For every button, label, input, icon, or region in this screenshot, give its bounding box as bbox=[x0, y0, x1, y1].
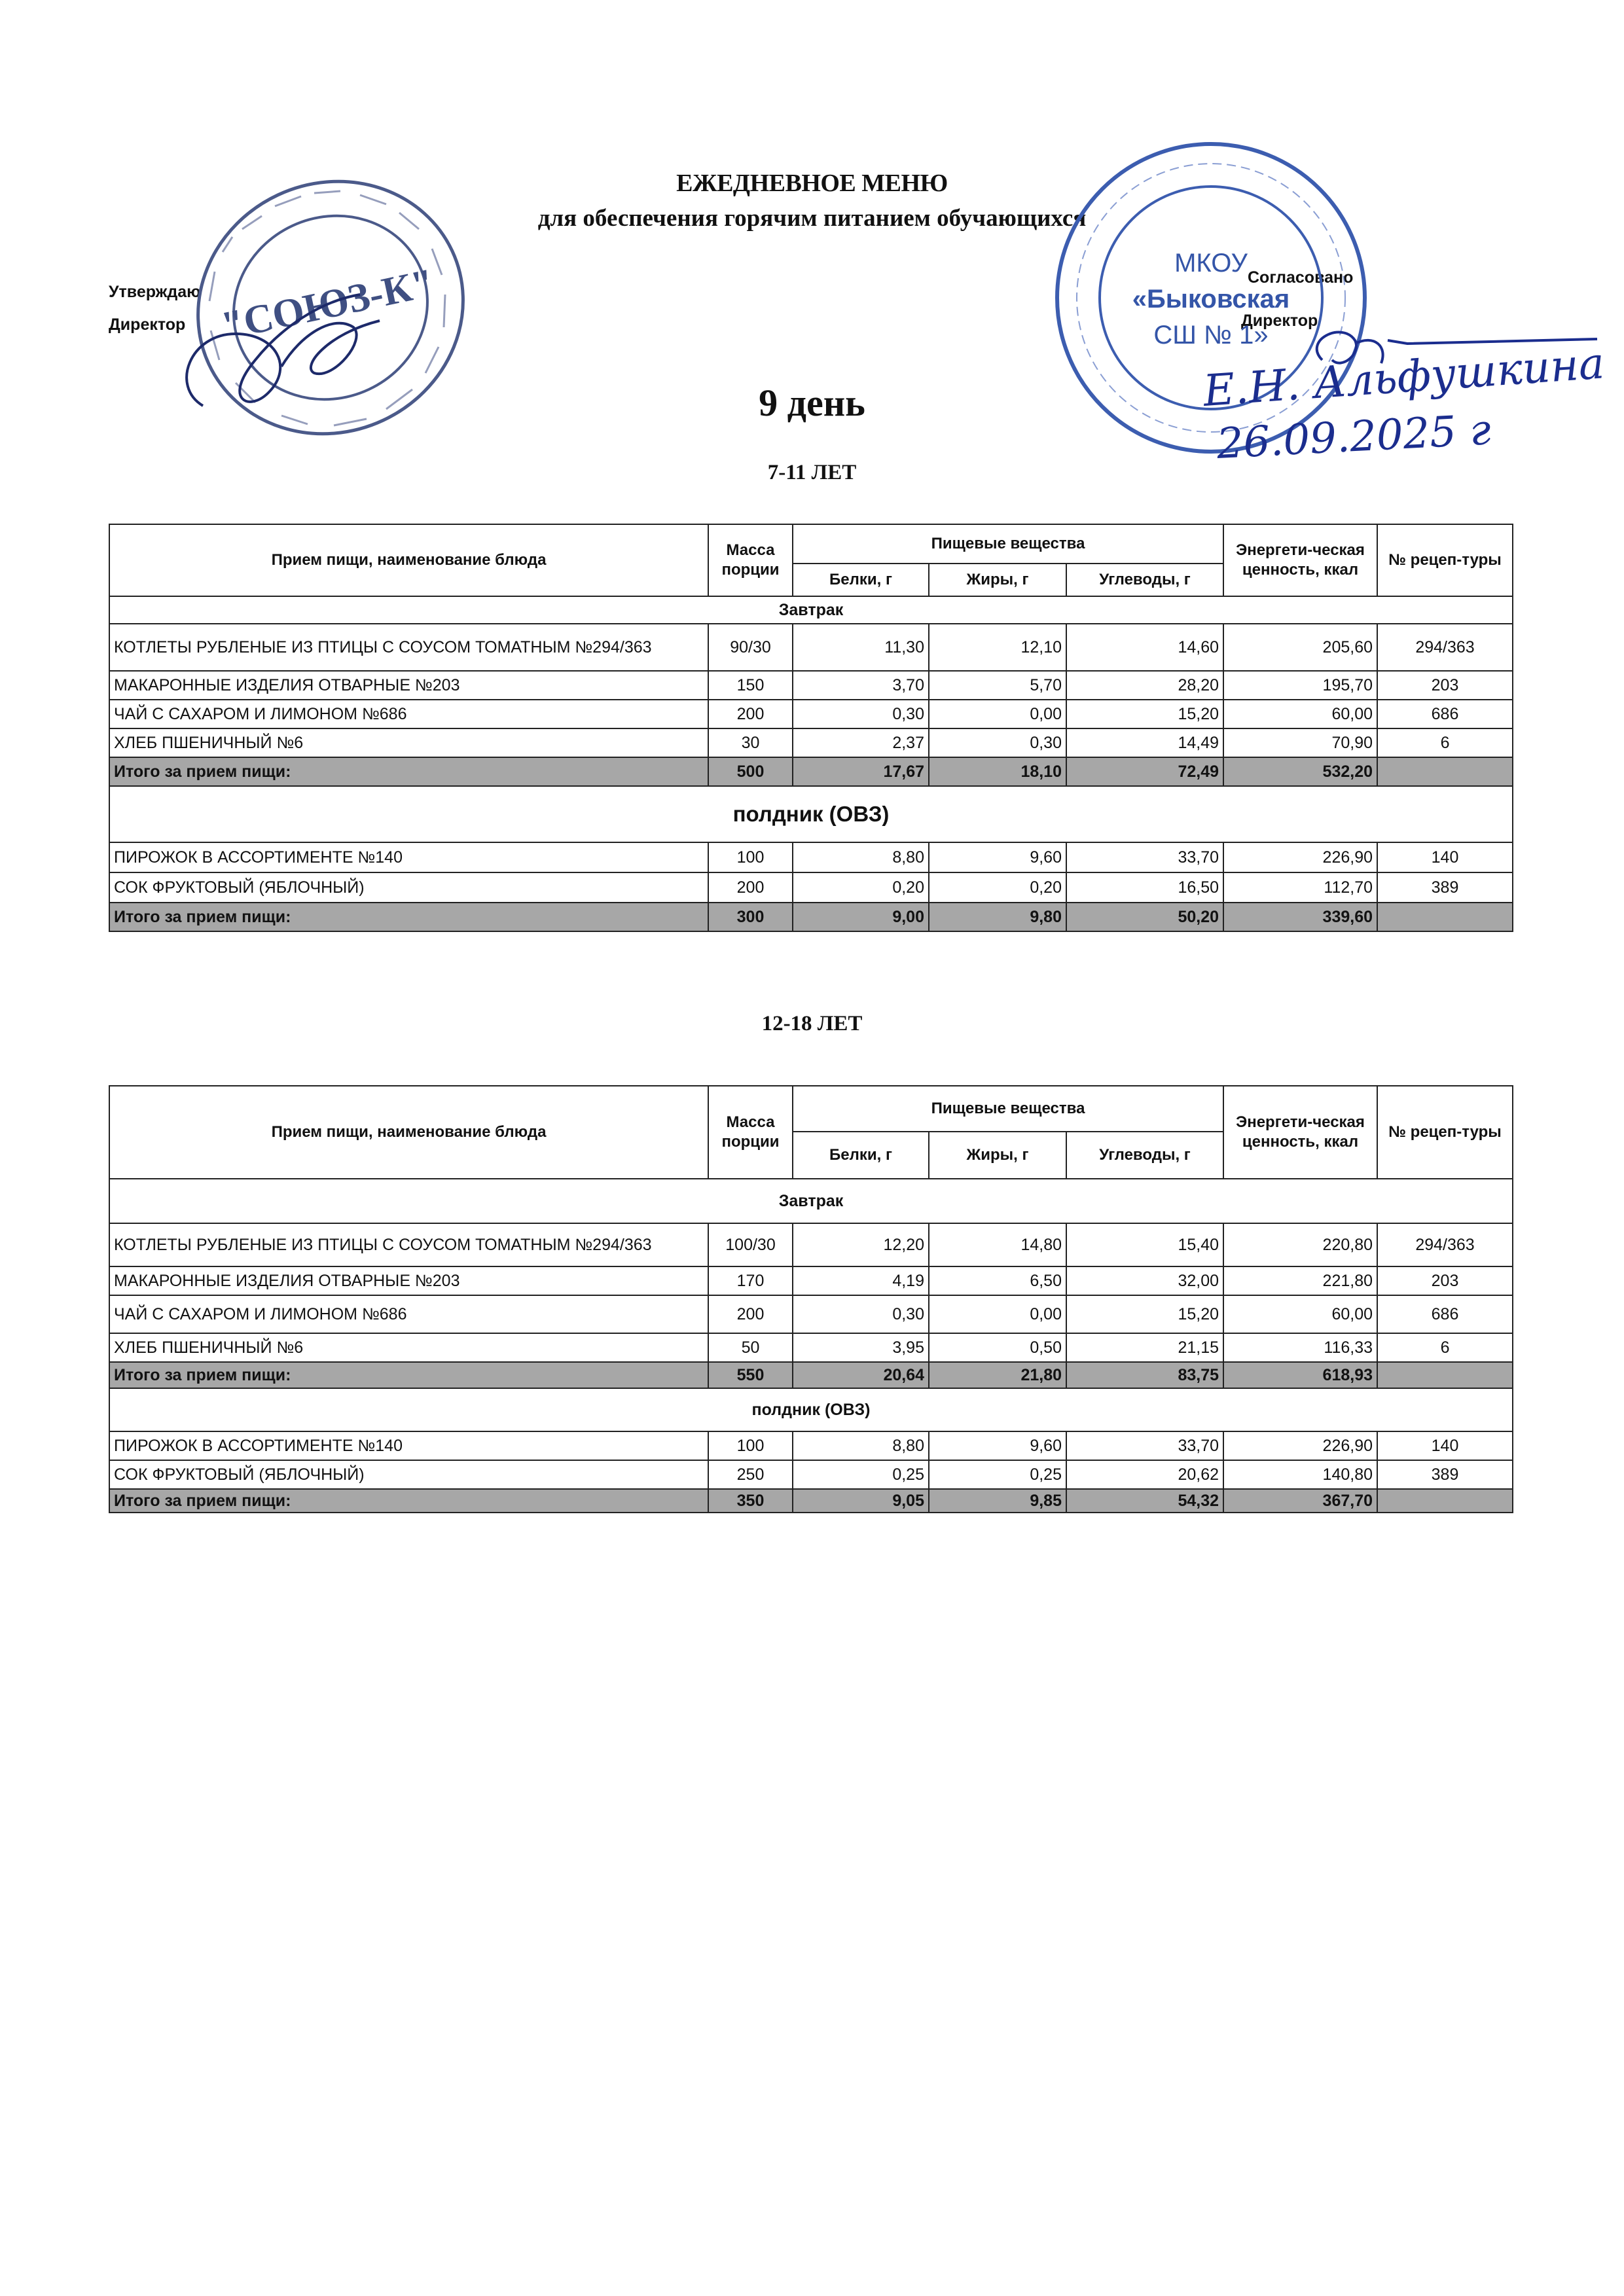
section-header: Завтрак bbox=[109, 596, 1513, 624]
table-row: МАКАРОННЫЕ ИЗДЕЛИЯ ОТВАРНЫЕ №203 150 3,70 5,70 28,20 195,70 203 bbox=[109, 671, 1513, 700]
table-row: ХЛЕБ ПШЕНИЧНЫЙ №6 50 3,95 0,50 21,15 116,33 6 bbox=[109, 1333, 1513, 1362]
col-header-nutrients: Пищевые вещества bbox=[793, 1086, 1223, 1132]
col-header-mass: Масса порции bbox=[708, 524, 793, 596]
organization-stamp-icon bbox=[164, 170, 491, 458]
page-subtitle: для обеспечения горячим питанием обучающихся bbox=[537, 205, 1087, 232]
col-header-energy: Энергети-ческая ценность, ккал bbox=[1223, 524, 1377, 596]
col-header-recipe: № рецеп-туры bbox=[1377, 1086, 1513, 1179]
handwritten-date: 26.09.2025 г bbox=[1215, 406, 1492, 469]
section-header: полдник (ОВЗ) bbox=[109, 1388, 1513, 1431]
total-row: Итого за прием пищи: 550 20,64 21,80 83,75 618,93 bbox=[109, 1362, 1513, 1388]
table-row: СОК ФРУКТОВЫЙ (ЯБЛОЧНЫЙ) 250 0,25 0,25 20,62 140,80 389 bbox=[109, 1460, 1513, 1489]
day-label: 9 день bbox=[759, 382, 865, 424]
total-row: Итого за прием пищи: 350 9,05 9,85 54,32 367,70 bbox=[109, 1489, 1513, 1513]
age-group-label: 12-18 ЛЕТ bbox=[761, 1012, 863, 1035]
table-row: КОТЛЕТЫ РУБЛЕНЫЕ ИЗ ПТИЦЫ С СОУСОМ ТОМАТНЫМ №294/363 90/30 11,30 12,10 14,60 205,60 294/363 bbox=[109, 624, 1513, 671]
total-row: Итого за прием пищи: 500 17,67 18,10 72,49 532,20 bbox=[109, 757, 1513, 786]
agreed-director-label: Директор bbox=[1241, 312, 1318, 330]
col-header-energy: Энергети-ческая ценность, ккал bbox=[1223, 1086, 1377, 1179]
page-title: ЕЖЕДНЕВНОЕ МЕНЮ bbox=[676, 170, 948, 197]
stamp-line2: «Быковская bbox=[1132, 285, 1290, 314]
col-header-protein: Белки, г bbox=[793, 1132, 929, 1179]
col-header-recipe: № рецеп-туры bbox=[1377, 524, 1513, 596]
menu-table bbox=[109, 1085, 1513, 1513]
approve-label: Утверждаю bbox=[109, 283, 201, 301]
stamp-line3: СШ № 1» bbox=[1153, 321, 1269, 350]
col-header-fat: Жиры, г bbox=[929, 564, 1066, 596]
table-row: ПИРОЖОК В АССОРТИМЕНТЕ №140 100 8,80 9,60 33,70 226,90 140 bbox=[109, 1431, 1513, 1460]
col-header-mass: Масса порции bbox=[708, 1086, 793, 1179]
section-header: Завтрак bbox=[109, 1179, 1513, 1223]
menu-table bbox=[109, 524, 1513, 932]
col-header-name: Прием пищи, наименование блюда bbox=[109, 1086, 708, 1179]
age-group-label: 7-11 ЛЕТ bbox=[767, 461, 857, 484]
section-header: полдник (ОВЗ) bbox=[109, 786, 1513, 842]
agreed-label: Согласовано bbox=[1248, 268, 1354, 287]
table-row: СОК ФРУКТОВЫЙ (ЯБЛОЧНЫЙ) 200 0,20 0,20 16,50 112,70 389 bbox=[109, 872, 1513, 903]
table-row: ЧАЙ С САХАРОМ И ЛИМОНОМ №686 200 0,30 0,00 15,20 60,00 686 bbox=[109, 700, 1513, 728]
table-row: ПИРОЖОК В АССОРТИМЕНТЕ №140 100 8,80 9,60 33,70 226,90 140 bbox=[109, 842, 1513, 872]
table-row: КОТЛЕТЫ РУБЛЕНЫЕ ИЗ ПТИЦЫ С СОУСОМ ТОМАТНЫМ №294/363 100/30 12,20 14,80 15,40 220,80 294/363 bbox=[109, 1223, 1513, 1266]
col-header-carbs: Углеводы, г bbox=[1066, 564, 1223, 596]
table-row: МАКАРОННЫЕ ИЗДЕЛИЯ ОТВАРНЫЕ №203 170 4,19 6,50 32,00 221,80 203 bbox=[109, 1266, 1513, 1295]
handwritten-name: Е.Н. Альфушкина bbox=[1201, 338, 1606, 416]
stamp-text: "СОЮЗ-К" bbox=[217, 260, 439, 349]
col-header-protein: Белки, г bbox=[793, 564, 929, 596]
table-row: ЧАЙ С САХАРОМ И ЛИМОНОМ №686 200 0,30 0,00 15,20 60,00 686 bbox=[109, 1295, 1513, 1333]
col-header-nutrients: Пищевые вещества bbox=[793, 524, 1223, 564]
col-header-fat: Жиры, г bbox=[929, 1132, 1066, 1179]
handwritten-signature-icon bbox=[1191, 308, 1610, 478]
approve-director-label: Директор bbox=[109, 315, 186, 334]
col-header-carbs: Углеводы, г bbox=[1066, 1132, 1223, 1179]
col-header-name: Прием пищи, наименование блюда bbox=[109, 524, 708, 596]
total-row: Итого за прием пищи: 300 9,00 9,80 50,20 339,60 bbox=[109, 903, 1513, 931]
table-row: ХЛЕБ ПШЕНИЧНЫЙ №6 30 2,37 0,30 14,49 70,90 6 bbox=[109, 728, 1513, 757]
stamp-line1: МКОУ bbox=[1174, 249, 1248, 278]
